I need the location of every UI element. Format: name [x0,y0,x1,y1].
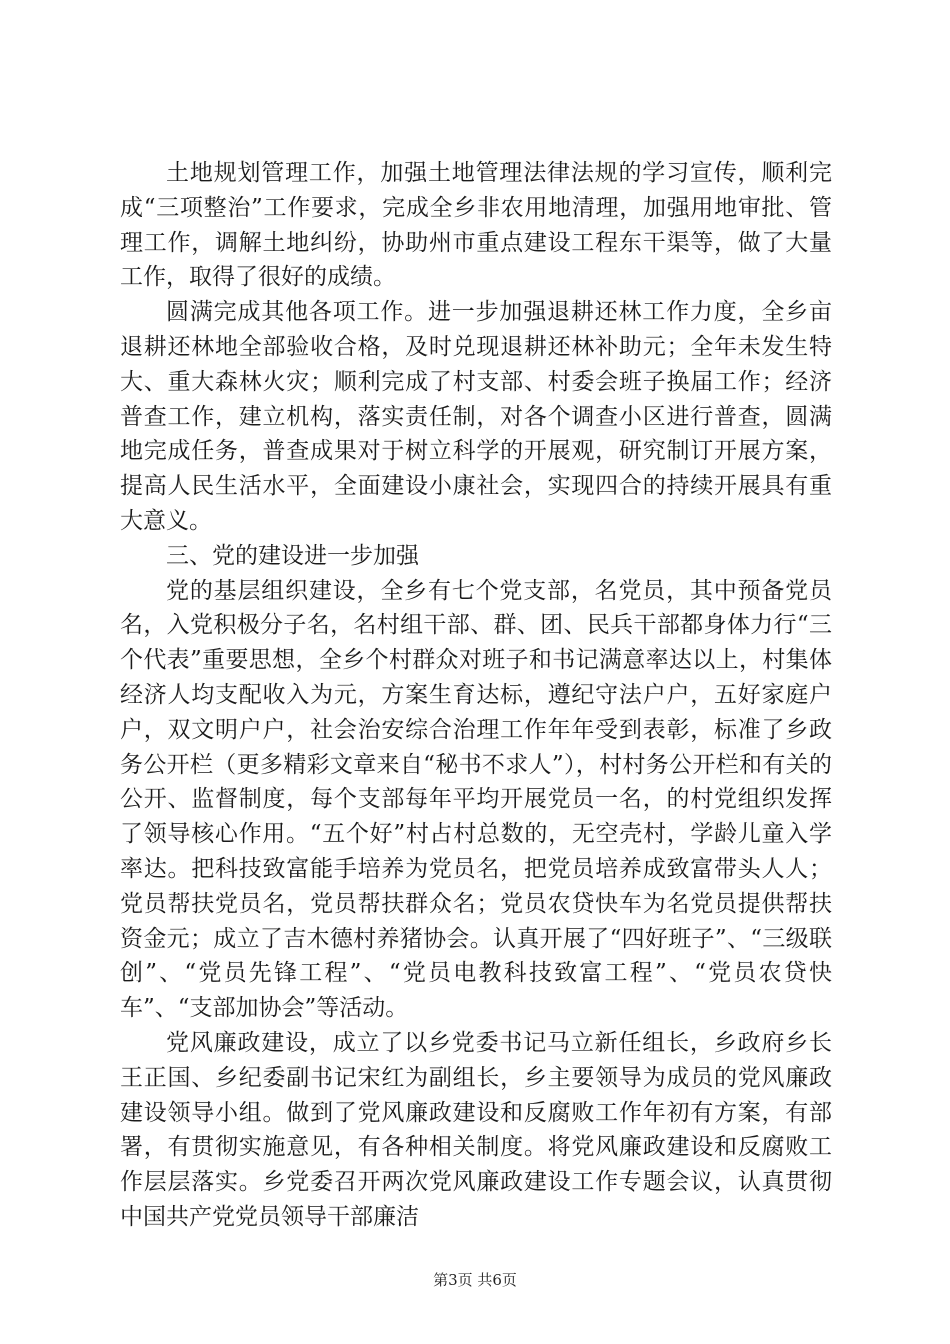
paragraph-land-planning: 土地规划管理工作，加强土地管理法律法规的学习宣传，顺利完成“三项整治”工作要求，完成全乡非农用地清理，加强用地审批、管理工作，调解土地纠纷，协助州市重点建设工程东干渠等，做了大量工作，取得了很好的成绩。 [120,160,832,291]
paragraph-grassroots-organization: 党的基层组织建设，全乡有七个党支部，名党员，其中预备党员名，入党积极分子名，名村组干部、群、团、民兵干部都身体力行“三个代表”重要思想，全乡个村群众对班子和书记满意率达以上，村集体经济人均支配收入为元，方案生育达标，遵纪守法户户，五好家庭户户，双文明户户，社会治安综合治理工作年年受到表彰，标准了乡政务公开栏（更多精彩文章来自“秘书不求人”），村村务公开栏和有关的公开、监督制度，每个支部每年平均开展党员一名，的村党组织发挥了领导核心作用。“五个好”村占村总数的，无空壳村，学龄儿童入学率达。把科技致富能手培养为党员名，把党员培养成致富带头人人；党员帮扶党员名，党员帮扶群众名；党员农贷快车为名党员提供帮扶资金元；成立了吉木德村养猪协会。认真开展了“四好班子”、“三级联创”、“党员先锋工程”、“党员电教科技致富工程”、“党员农贷快车”、“支部加协会”等活动。 [120,577,832,1022]
document-body [120,156,832,1235]
section-heading-party-building: 三、党的建设进一步加强 [166,542,419,569]
paragraph-other-work: 圆满完成其他各项工作。进一步加强退耕还林工作力度，全乡亩退耕还林地全部验收合格，及时兑现退耕还林补助元；全年未发生特大、重大森林火灾；顺利完成了村支部、村委会班子换届工作；经济普查工作，建立机构，落实责任制，对各个调查小区进行普查，圆满地完成任务，普查成果对于树立科学的开展观，研究制订开展方案，提高人民生活水平，全面建设小康社会，实现四合的持续开展具有重大意义。 [120,299,832,534]
page-number-footer: 第3页 共6页 [433,1271,517,1289]
paragraph-clean-governance: 党风廉政建设，成立了以乡党委书记马立新任组长，乡政府乡长王正国、乡纪委副书记宋红为副组长，乡主要领导为成员的党风廉政建设领导小组。做到了党风廉政建设和反腐败工作年初有方案，有部署，有贯彻实施意见，有各种相关制度。将党风廉政建设和反腐败工作层层落实。乡党委召开两次党风廉政建设工作专题会议，认真贯彻中国共产党党员领导干部廉洁 [120,1029,832,1230]
